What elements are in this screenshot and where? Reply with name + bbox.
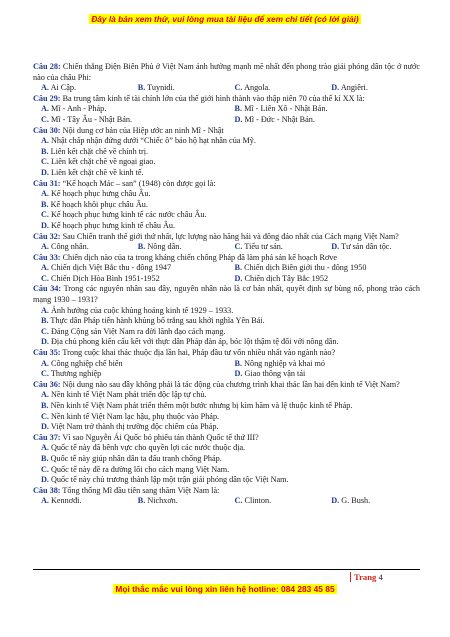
answer-option	[130, 83, 227, 94]
answer-row	[33, 115, 420, 126]
question-stem	[33, 179, 420, 190]
answer-text: Mĩ - Tây Âu - Nhật Bản.	[48, 114, 133, 124]
answer-text: Kế hoạch khôi phục châu Âu.	[48, 199, 148, 209]
question-block	[33, 253, 420, 285]
answer-option	[33, 157, 420, 168]
question-stem	[33, 433, 420, 444]
answer-text: Kế hoạch phục hưng kinh tế châu Âu.	[48, 220, 176, 230]
answer-letter: B.	[234, 358, 243, 368]
answer-option	[227, 242, 324, 253]
answer-option	[227, 496, 324, 507]
answer-text: Angiêri.	[339, 83, 368, 93]
answer-letter: C.	[41, 326, 49, 336]
answer-letter: A.	[41, 358, 49, 368]
answer-letter: C.	[41, 464, 49, 474]
question-block	[33, 179, 420, 232]
question-text: Tổng thống Mĩ đầu tiên sang thăm Việt Nam là:	[60, 485, 220, 495]
question-block	[33, 62, 420, 94]
answer-option	[33, 242, 130, 253]
answer-option	[130, 496, 227, 507]
answer-option	[33, 200, 420, 211]
answer-text: Mĩ - Anh - Pháp.	[48, 104, 107, 114]
answer-option	[323, 496, 420, 507]
answer-option	[33, 443, 420, 454]
answer-letter: C.	[234, 83, 243, 93]
answer-letter: D.	[331, 496, 340, 506]
answer-text: Chiến dịch Tây Bắc 1952	[242, 273, 329, 283]
question-stem	[33, 380, 420, 391]
question-text: Vì sao Nguyễn Ái Quốc bỏ phiếu tán thành Quốc tế thứ III?	[60, 432, 259, 442]
answer-text: Liên kết chặt chẽ về ngoại giao.	[48, 157, 156, 167]
answer-letter: D.	[41, 167, 49, 177]
preview-banner-text: Đây là bản xem thử, vui lòng mua tài liệu để xem chi tiết (có lời giải)	[91, 14, 359, 24]
answer-letter: A.	[41, 263, 49, 273]
question-block	[33, 284, 420, 348]
answer-letter: A.	[41, 104, 49, 114]
answer-letter: A.	[41, 83, 49, 93]
answer-option	[33, 454, 420, 465]
answer-letter: C.	[41, 411, 49, 421]
answer-option	[33, 306, 420, 317]
answer-letter: B.	[137, 496, 146, 506]
question-number: Câu 35:	[33, 348, 61, 358]
answer-text: Nông nghiệp và khai mỏ	[242, 358, 326, 368]
preview-banner	[0, 14, 450, 24]
answer-option	[33, 263, 227, 274]
question-number: Câu 33:	[33, 252, 61, 262]
answer-text: Thương nghiệp	[48, 369, 102, 379]
answer-option	[33, 412, 420, 423]
answer-letter: A.	[41, 390, 49, 400]
question-stem	[33, 348, 420, 359]
question-number: Câu 38:	[33, 485, 61, 495]
answer-text: Việt Nam trở thành thị trường độc chiếm của Pháp.	[48, 422, 219, 432]
answer-letter: B.	[41, 453, 49, 463]
answer-row	[33, 369, 420, 380]
question-text: Nội dung nào sau đây không phải là tác động của chương trình khai thác lần hai đến kinh tế Việt Nam?	[60, 379, 400, 389]
answer-text: Nichxơn.	[145, 496, 178, 506]
answer-letter: C.	[41, 157, 49, 167]
question-number: Câu 30:	[33, 125, 61, 135]
answer-option	[323, 242, 420, 253]
answer-option	[33, 422, 420, 433]
answer-row	[33, 83, 420, 94]
answer-letter: D.	[41, 422, 49, 432]
answer-option	[33, 316, 420, 327]
question-number: Câu 28:	[33, 62, 61, 71]
answer-row	[33, 496, 420, 507]
question-number: Câu 36:	[33, 379, 61, 389]
answer-option	[227, 369, 421, 380]
answer-option	[33, 274, 227, 285]
question-stem	[33, 253, 420, 264]
question-number: Câu 32:	[33, 231, 61, 241]
answer-option	[33, 337, 420, 348]
answer-option	[33, 189, 420, 200]
question-block	[33, 486, 420, 507]
question-text: Trong cuộc khai thác thuộc địa lần hai, Pháp đầu tư vốn nhiều nhất vào ngành nào?	[60, 348, 336, 358]
question-text: Nội dung cơ bản của Hiệp ước an ninh Mĩ - Nhật	[60, 125, 224, 135]
answer-text: Nền kinh tế Việt Nam phát triển độc lập tự chủ.	[48, 390, 207, 400]
answer-text: Kennơđi.	[48, 496, 82, 506]
answer-option	[33, 369, 227, 380]
question-text: Trong các nguyên nhân sau đây, nguyên nhân nào là cơ bản nhất, quyết định sự bùng nổ, phong trào cách mạng 1930 – 1931?	[33, 284, 420, 305]
answer-letter: A.	[41, 189, 49, 199]
answer-option	[33, 475, 420, 486]
question-number: Câu 34:	[33, 284, 62, 294]
answer-option	[227, 115, 421, 126]
answer-letter: B.	[234, 263, 243, 273]
answer-text: Kế hoạch phục hưng kinh tế các nước châu Âu.	[48, 210, 207, 220]
answer-letter: D.	[41, 220, 49, 230]
answer-letter: B.	[41, 316, 49, 326]
question-text: Sau Chiến tranh thế giới thứ nhất, lực lượng nào hăng hái và đông đảo nhất của Cách mạng Việt Nam?	[60, 231, 399, 241]
hotline-footer	[0, 584, 450, 594]
answer-letter: A.	[41, 136, 49, 146]
answer-text: Quốc tế này đã bênh vực cho quyền lợi các nước thuộc địa.	[48, 443, 246, 453]
question-text: Ba trung tâm kinh tế tài chính lớn của thế giới hình thành vào thập niên 70 của thế kỉ XX là:	[60, 93, 365, 103]
hotline-text: Mọi thắc mắc vui lòng xin liên hệ hotline: 084 283 45 85	[115, 584, 335, 594]
answer-letter: A.	[41, 242, 49, 252]
answer-text: Ai Cập.	[48, 83, 77, 93]
question-block	[33, 232, 420, 253]
answer-letter: A.	[41, 443, 49, 453]
question-block	[33, 380, 420, 433]
question-block	[33, 126, 420, 179]
answer-text: Chiến dịch Việt Bắc thu - đông 1947	[48, 263, 172, 273]
question-text: “Kế hoạch Mác – san” (1948) còn được gọi là:	[60, 178, 216, 188]
answer-row	[33, 274, 420, 285]
answer-letter: A.	[41, 496, 49, 506]
answer-text: Đảng Cộng sản Việt Nam ra đời lãnh đạo cách mạng.	[48, 326, 226, 336]
answer-option	[33, 327, 420, 338]
answer-option	[33, 210, 420, 221]
answer-letter: C.	[41, 273, 49, 283]
answer-text: Chiến dịch Biên giới thu - đông 1950	[242, 263, 367, 273]
answer-text: Quốc tế này đề ra đường lối cho cách mạng Việt Nam.	[48, 464, 230, 474]
answer-letter: D.	[331, 83, 340, 93]
answer-option	[227, 83, 324, 94]
answer-option	[227, 104, 421, 115]
answer-option	[33, 221, 420, 232]
page-number-value: 4	[378, 572, 383, 582]
question-stem	[33, 232, 420, 243]
answer-text: Tuynidi.	[145, 83, 175, 93]
answer-option	[33, 147, 420, 158]
answer-text: Quốc tế này chủ trương thành lập một trận giải phóng dân tộc Việt Nam.	[48, 475, 289, 485]
answer-letter: D.	[234, 273, 243, 283]
answer-option	[33, 390, 420, 401]
answer-letter: B.	[41, 401, 49, 410]
answer-letter: D.	[41, 475, 49, 485]
answer-option	[33, 83, 130, 94]
answer-text: Công nghiệp chế biến	[48, 358, 123, 368]
answer-text: Clinton.	[242, 496, 272, 506]
answer-option	[323, 83, 420, 94]
answer-option	[33, 104, 227, 115]
answer-text: Quốc tế này giúp nhân dân ta đấu tranh chống Pháp.	[48, 453, 222, 463]
answer-row	[33, 263, 420, 274]
answer-text: Kế hoạch phục hưng châu Âu.	[48, 189, 151, 199]
answer-letter: C.	[41, 369, 49, 379]
question-number: Câu 29:	[33, 93, 61, 103]
answer-letter: D.	[234, 114, 243, 124]
answer-option	[33, 496, 130, 507]
answer-text: Mĩ - Liên Xô - Nhật Bản.	[242, 104, 328, 114]
answer-text: Liên kết chặt chẽ về chính trị.	[48, 146, 149, 156]
answer-option	[33, 401, 420, 412]
answer-letter: C.	[41, 114, 49, 124]
page-label: Trang	[350, 572, 376, 582]
question-block	[33, 433, 420, 486]
question-stem	[33, 284, 420, 305]
answer-text: Angola.	[242, 83, 271, 93]
answer-letter: C.	[234, 242, 243, 252]
answer-letter: B.	[41, 199, 49, 209]
answer-text: Chiến Dịch Hòa Bình 1951-1952	[48, 273, 160, 283]
answer-text: Nông dân.	[145, 242, 182, 252]
question-number: Câu 31:	[33, 178, 61, 188]
question-stem	[33, 126, 420, 137]
answer-letter: B.	[41, 146, 49, 156]
answer-letter: B.	[234, 104, 243, 114]
question-text: Chiến dịch nào của ta trong kháng chiến chống Pháp đã làm phá sản kế hoạch Rơve	[60, 252, 338, 262]
answer-letter: D.	[41, 337, 49, 347]
answer-text: Địa chủ phong kiến cấu kết với thực dân Pháp đàn áp, bóc lột thậm tệ đối với nông dân.	[48, 337, 339, 347]
answer-text: G. Bush.	[339, 496, 371, 506]
answer-row	[33, 104, 420, 115]
question-stem	[33, 62, 420, 83]
answer-letter: C.	[41, 210, 49, 220]
answer-option	[227, 359, 421, 370]
questions-list	[33, 62, 420, 507]
answer-option	[33, 136, 420, 147]
answer-letter: C.	[234, 496, 243, 506]
answer-text: Tiểu tư sản.	[242, 242, 283, 252]
answer-text: Nhật chấp nhận đứng dưới “Chiếc ô” bảo hộ hạt nhân của Mỹ.	[48, 136, 256, 146]
answer-option	[227, 263, 421, 274]
question-number: Câu 37:	[33, 432, 61, 442]
answer-row	[33, 359, 420, 370]
question-block	[33, 348, 420, 380]
answer-text: Giao thông vận tải	[242, 369, 306, 379]
answer-option	[33, 168, 420, 179]
page-number	[350, 572, 383, 582]
answer-letter: A.	[41, 305, 49, 315]
answer-text: Ảnh hưởng của cuộc khủng hoảng kinh tế 1929 – 1933.	[48, 305, 234, 315]
answer-text: Tư sản dân tộc.	[339, 242, 392, 252]
answer-text: Công nhân.	[48, 242, 89, 252]
answer-letter: D.	[331, 242, 340, 252]
answer-letter: B.	[137, 83, 146, 93]
answer-option	[33, 359, 227, 370]
answer-text: Thực dân Pháp tiến hành khủng bố trắng sau khởi nghĩa Yên Bái.	[48, 316, 265, 326]
answer-text: Nền kinh tế Việt Nam lạc hậu, phụ thuộc vào Pháp.	[48, 411, 220, 421]
answer-letter: B.	[137, 242, 146, 252]
answer-row	[33, 242, 420, 253]
answer-option	[130, 242, 227, 253]
answer-option	[33, 465, 420, 476]
answer-text: Mĩ - Đức - Nhật Bản.	[242, 114, 315, 124]
question-block	[33, 94, 420, 126]
question-stem	[33, 94, 420, 105]
answer-text: Nền kinh tế Việt Nam phát triển thêm một bước nhưng bị kìm hãm và lệ thuộc kinh tế Pháp.	[48, 401, 353, 410]
answer-option	[227, 274, 421, 285]
answer-text: Liên kết chặt chẽ về kinh tế.	[48, 167, 144, 177]
question-text: Chiến thắng Điện Biên Phủ ở Việt Nam ảnh hưởng mạnh mẽ nhất đến phong trào giải phóng dân tộc ở nước nào của châu Phi:	[33, 62, 420, 82]
answer-letter: D.	[234, 369, 243, 379]
footer-divider	[33, 569, 420, 570]
answer-option	[33, 115, 227, 126]
question-stem	[33, 486, 420, 497]
